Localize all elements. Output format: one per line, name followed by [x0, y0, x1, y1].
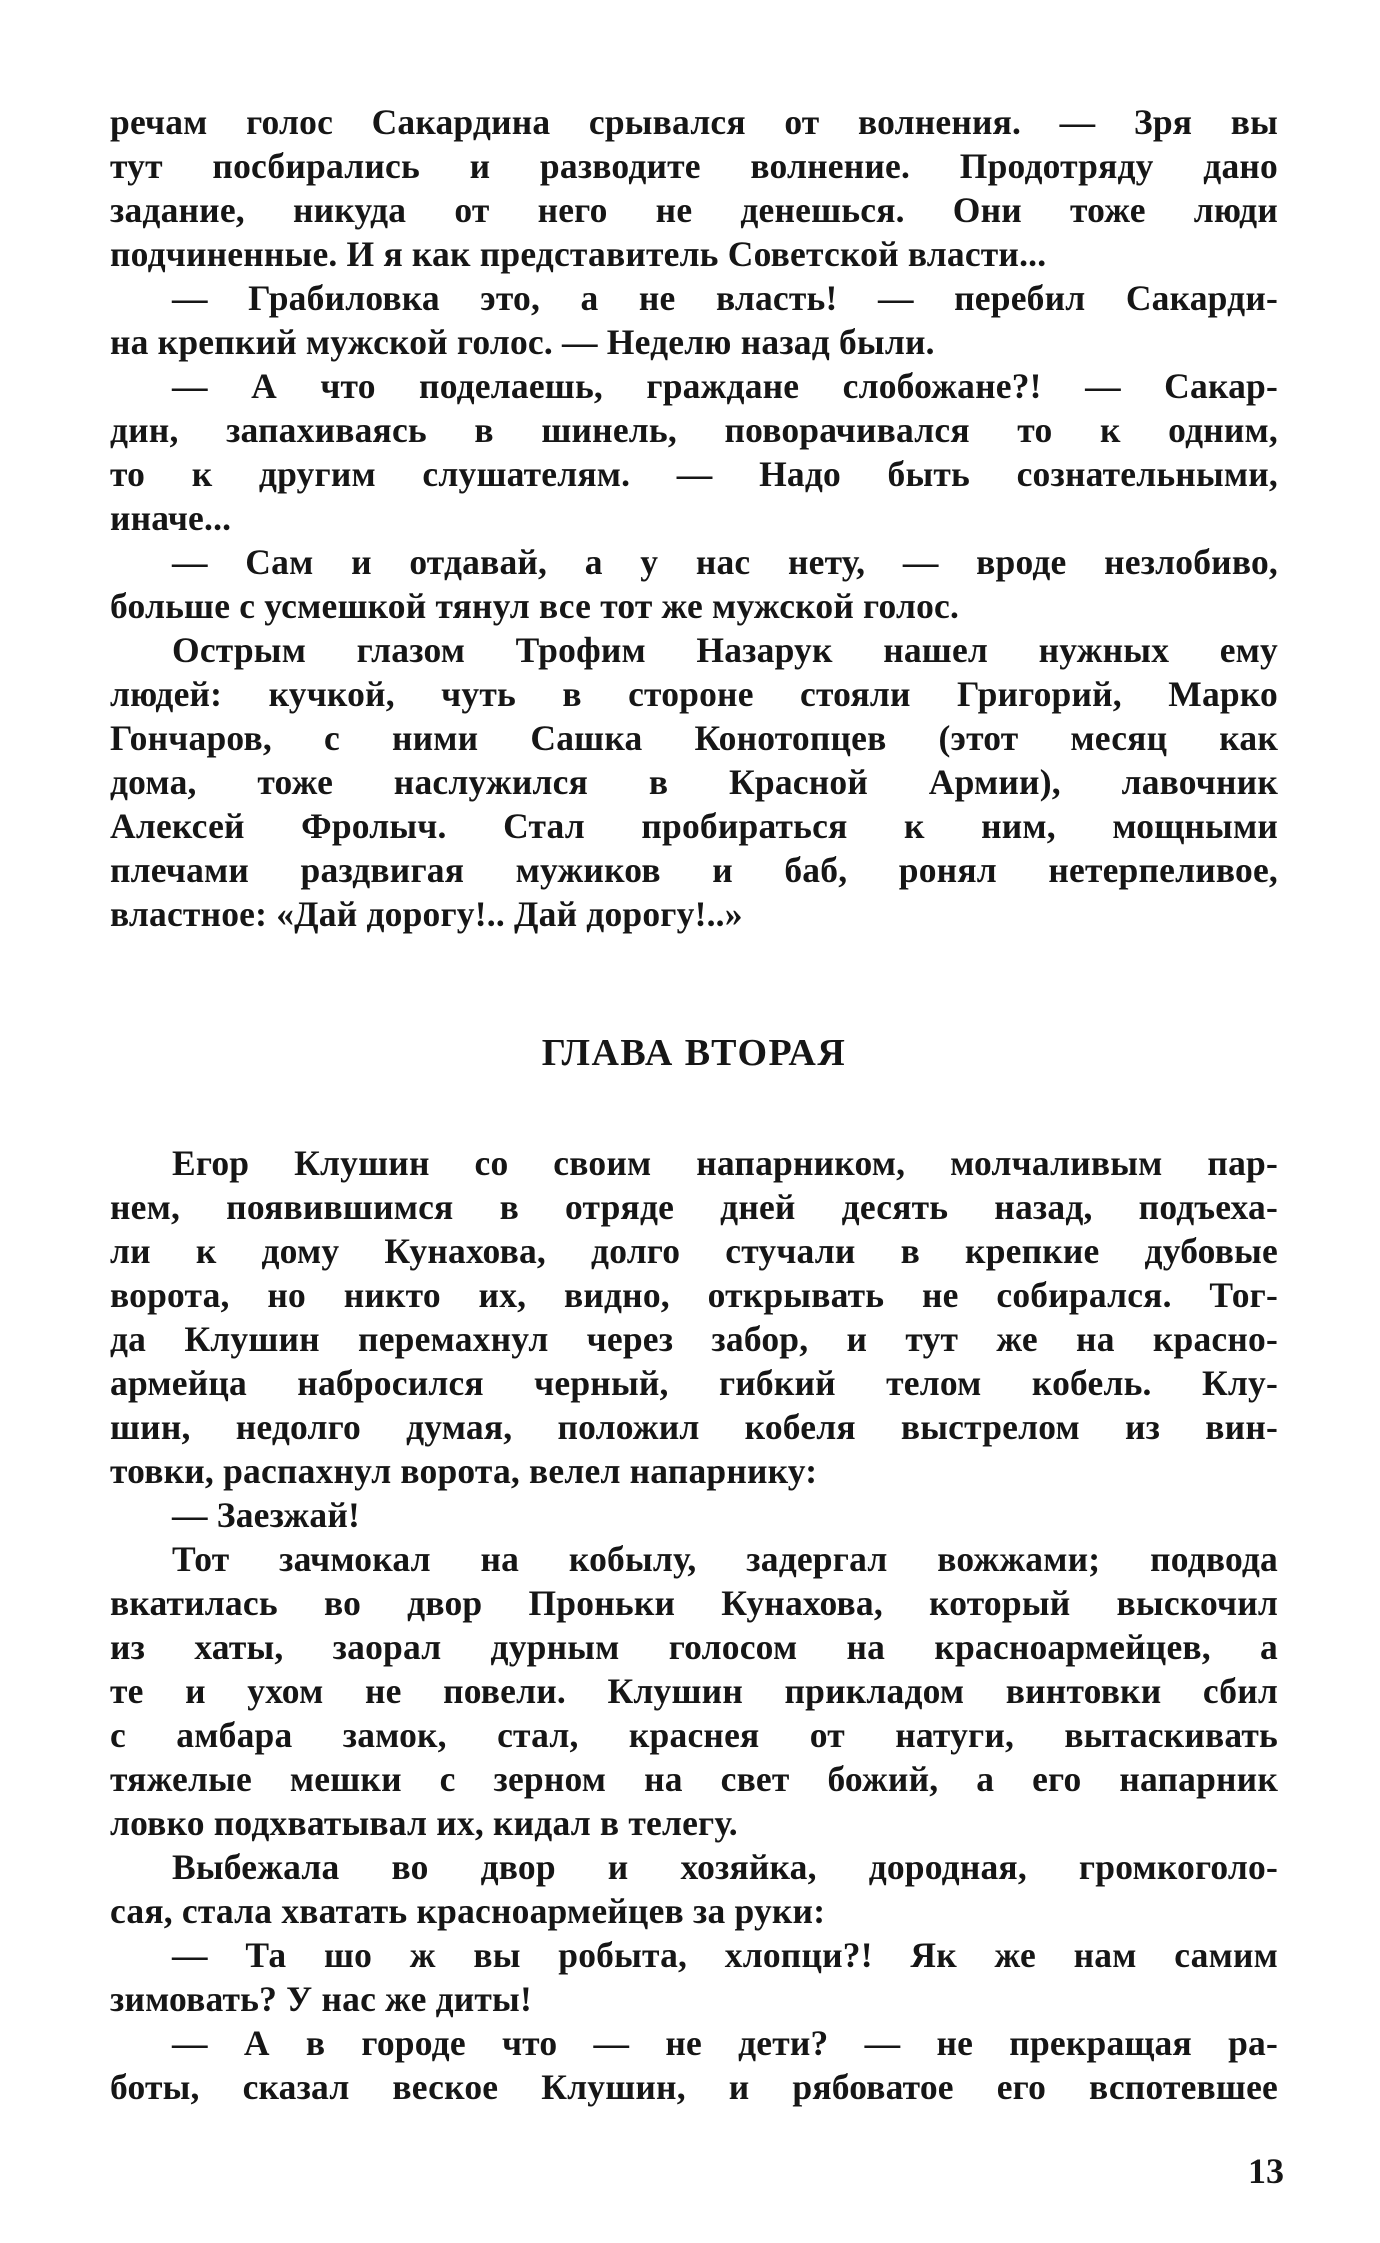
text-line: властное: «Дай дорогу!.. Дай дорогу!..»: [110, 894, 743, 934]
text-line: да Клушин перемахнул через забор, и тут же на красно-: [110, 1319, 1278, 1359]
text-line: больше с усмешкой тянул все тот же мужской голос.: [110, 586, 960, 626]
text-line: дин, запахиваясь в шинель, поворачивался то к одним,: [110, 410, 1278, 450]
text-line: тяжелые мешки с зерном на свет божий, а его напарник: [110, 1759, 1278, 1799]
text-line: вкатилась во двор Проньки Кунахова, который выскочил: [110, 1583, 1278, 1623]
text-section-1: [110, 100, 1278, 936]
text-line: — А в городе что — не дети? — не прекращая ра-: [172, 2023, 1278, 2063]
text-line: на крепкий мужской голос. — Неделю назад были.: [110, 322, 935, 362]
text-line: боты, сказал веское Клушин, и рябоватое его вспотевшее: [110, 2067, 1278, 2107]
text-line: Тот зачмокал на кобылу, задергал вожжами; подвода: [172, 1539, 1278, 1579]
text-line: сая, стала хватать красноармейцев за руки:: [110, 1891, 826, 1931]
text-line: ловко подхватывал их, кидал в телегу.: [110, 1803, 738, 1843]
text-line: то к другим слушателям. — Надо быть сознательными,: [110, 454, 1278, 494]
text-line: Гончаров, с ними Сашка Конотопцев (этот месяц как: [110, 718, 1278, 758]
text-line: иначе...: [110, 498, 232, 538]
text-line: речам голос Сакардина срывался от волнения. — Зря вы: [110, 102, 1278, 142]
text-line: задание, никуда от него не денешься. Они тоже люди: [110, 190, 1278, 230]
text-line: тут посбирались и разводите волнение. Продотряду дано: [110, 146, 1278, 186]
text-line: товки, распахнул ворота, велел напарнику:: [110, 1451, 818, 1491]
text-line: — Заезжай!: [172, 1495, 361, 1535]
text-line: людей: кучкой, чуть в стороне стояли Григорий, Марко: [110, 674, 1278, 714]
text-line: дома, тоже наслужился в Красной Армии), лавочник: [110, 762, 1278, 802]
text-line: ворота, но никто их, видно, открывать не собирался. Тог-: [110, 1275, 1278, 1315]
text-line: плечами раздвигая мужиков и баб, ронял нетерпеливое,: [110, 850, 1278, 890]
text-line: шин, недолго думая, положил кобеля выстрелом из вин-: [110, 1407, 1278, 1447]
text-line: Алексей Фролыч. Стал пробираться к ним, мощными: [110, 806, 1278, 846]
text-line: — Сам и отдавай, а у нас нету, — вроде незлобиво,: [172, 542, 1278, 582]
text-line: Егор Клушин со своим напарником, молчаливым пар-: [172, 1143, 1278, 1183]
text-line: с амбара замок, стал, краснея от натуги, вытаскивать: [110, 1715, 1278, 1755]
text-line: те и ухом не повели. Клушин прикладом винтовки сбил: [110, 1671, 1278, 1711]
text-line: Выбежала во двор и хозяйка, дородная, громкоголо-: [172, 1847, 1278, 1887]
page-number: 13: [1248, 2151, 1284, 2191]
text-line: подчиненные. И я как представитель Советской власти...: [110, 234, 1047, 274]
page-body: [110, 100, 1278, 2109]
text-line: зимовать? У нас же диты!: [110, 1979, 532, 2019]
text-line: — Та шо ж вы робыта, хлопци?! Як же нам самим: [172, 1935, 1278, 1975]
text-section-2: [110, 1141, 1278, 2109]
text-line: из хаты, заорал дурным голосом на красноармейцев, а: [110, 1627, 1278, 1667]
text-line: Острым глазом Трофим Назарук нашел нужных ему: [172, 630, 1278, 670]
chapter-heading: ГЛАВА ВТОРАЯ: [541, 1032, 847, 1074]
text-line: — Грабиловка это, а не власть! — перебил Сакарди-: [172, 278, 1278, 318]
text-line: ли к дому Кунахова, долго стучали в крепкие дубовые: [110, 1231, 1278, 1271]
text-line: нем, появившимся в отряде дней десять назад, подъеха-: [110, 1187, 1278, 1227]
text-line: армейца набросился черный, гибкий телом кобель. Клу-: [110, 1363, 1278, 1403]
text-line: — А что поделаешь, граждане слобожане?! — Сакар-: [172, 366, 1278, 406]
